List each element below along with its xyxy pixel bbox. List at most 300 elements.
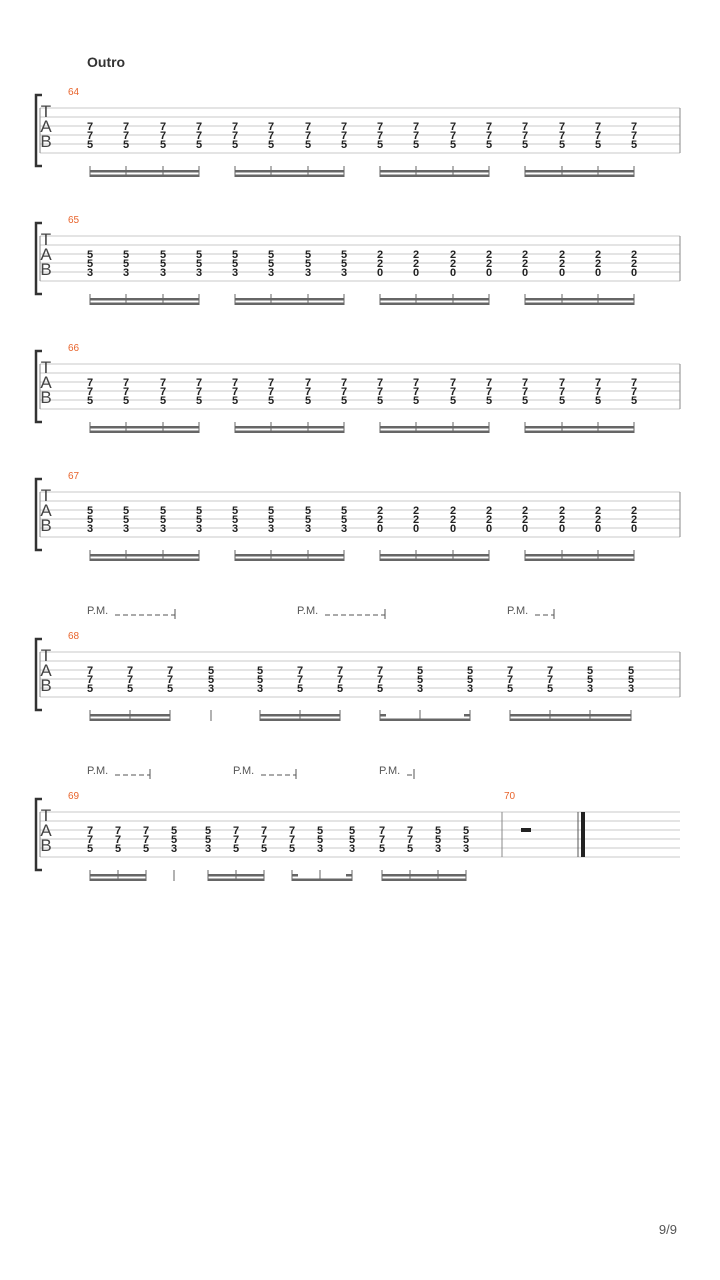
fret-number: 5 [256, 665, 264, 677]
fret-number: 5 [412, 395, 420, 407]
beam-primary [260, 719, 340, 722]
tab-clef-letter: T [40, 486, 52, 505]
fret-number: 5 [195, 139, 203, 151]
fret-number: 5 [296, 683, 304, 695]
fret-number: 2 [594, 249, 602, 261]
fret-number: 0 [630, 523, 638, 535]
fret-number: 7 [506, 665, 514, 677]
fret-number: 3 [267, 267, 275, 279]
fret-number: 5 [159, 249, 167, 261]
beam-secondary [90, 714, 170, 717]
beam-primary [208, 879, 264, 882]
measure-number: 69 [68, 791, 80, 802]
fret-number: 7 [376, 121, 384, 133]
fret-number: 7 [521, 130, 529, 142]
measure-number: 67 [68, 471, 80, 482]
beam-secondary [380, 170, 489, 173]
fret-number: 5 [627, 674, 635, 686]
fret-number: 5 [122, 505, 130, 517]
tab-clef-letter: A [40, 373, 52, 392]
measure-number: 64 [68, 87, 80, 98]
beam-secondary [90, 554, 199, 557]
fret-number: 3 [340, 267, 348, 279]
fret-number: 2 [594, 258, 602, 270]
fret-number: 7 [485, 386, 493, 398]
fret-number: 3 [122, 267, 130, 279]
fret-number: 3 [462, 843, 470, 855]
tab-clef-letter: T [40, 646, 52, 665]
fret-number: 7 [126, 674, 134, 686]
fret-number: 3 [170, 843, 178, 855]
fret-number: 5 [159, 139, 167, 151]
fret-number: 5 [316, 825, 324, 837]
fret-number: 5 [170, 825, 178, 837]
fret-number: 3 [122, 523, 130, 535]
fret-number: 5 [86, 395, 94, 407]
fret-number: 2 [521, 505, 529, 517]
fret-number: 5 [86, 514, 94, 526]
fret-number: 5 [340, 505, 348, 517]
fret-number: 5 [122, 514, 130, 526]
fret-number: 7 [267, 377, 275, 389]
measure-number: 65 [68, 215, 80, 226]
beam-primary [380, 303, 489, 306]
fret-number: 5 [86, 683, 94, 695]
fret-number: 7 [296, 665, 304, 677]
fret-number: 5 [521, 139, 529, 151]
fret-number: 2 [376, 505, 384, 517]
fret-number: 7 [630, 121, 638, 133]
fret-number: 7 [114, 834, 122, 846]
fret-number: 5 [466, 674, 474, 686]
fret-number: 2 [376, 249, 384, 261]
fret-number: 5 [231, 139, 239, 151]
fret-number: 7 [376, 386, 384, 398]
fret-number: 7 [376, 674, 384, 686]
beam-secondary [380, 554, 489, 557]
fret-number: 3 [159, 267, 167, 279]
palm-mute-label: P.M. [507, 605, 529, 617]
beam-secondary [382, 874, 466, 877]
fret-number: 5 [267, 505, 275, 517]
fret-number: 3 [416, 683, 424, 695]
fret-number: 5 [86, 139, 94, 151]
measure-number: 66 [68, 343, 80, 354]
beam-secondary [510, 714, 631, 717]
fret-number: 5 [340, 514, 348, 526]
fret-number: 5 [546, 683, 554, 695]
fret-number: 0 [558, 523, 566, 535]
beam-primary [380, 719, 470, 722]
fret-number: 5 [260, 843, 268, 855]
fret-number: 7 [340, 121, 348, 133]
fret-number: 5 [506, 683, 514, 695]
fret-number: 7 [267, 386, 275, 398]
fret-number: 7 [406, 825, 414, 837]
fret-number: 7 [304, 386, 312, 398]
fret-number: 7 [288, 834, 296, 846]
fret-number: 7 [86, 386, 94, 398]
fret-number: 2 [412, 249, 420, 261]
fret-number: 5 [558, 139, 566, 151]
fret-number: 5 [195, 258, 203, 270]
fret-number: 7 [376, 130, 384, 142]
beam-secondary [235, 426, 344, 429]
fret-number: 3 [267, 523, 275, 535]
fret-number: 2 [558, 258, 566, 270]
beam-primary [510, 719, 631, 722]
fret-number: 0 [521, 523, 529, 535]
fret-number: 5 [231, 514, 239, 526]
fret-number: 5 [340, 258, 348, 270]
fret-number: 2 [449, 514, 457, 526]
fret-number: 2 [485, 505, 493, 517]
fret-number: 5 [630, 139, 638, 151]
fret-number: 0 [558, 267, 566, 279]
beam-primary [90, 719, 170, 722]
beam-secondary [90, 170, 199, 173]
fret-number: 7 [546, 665, 554, 677]
fret-number: 7 [260, 834, 268, 846]
fret-number: 2 [521, 249, 529, 261]
fret-number: 7 [376, 377, 384, 389]
beam-secondary [90, 874, 146, 877]
fret-number: 5 [304, 395, 312, 407]
beam-primary [525, 431, 634, 434]
beam-secondary [235, 554, 344, 557]
fret-number: 7 [231, 386, 239, 398]
fret-number: 7 [86, 834, 94, 846]
fret-number: 7 [126, 665, 134, 677]
fret-number: 0 [521, 267, 529, 279]
beam-secondary [260, 714, 340, 717]
fret-number: 5 [340, 395, 348, 407]
fret-number: 2 [449, 258, 457, 270]
fret-number: 2 [449, 505, 457, 517]
fret-number: 7 [166, 665, 174, 677]
fret-number: 7 [376, 665, 384, 677]
fret-number: 2 [485, 249, 493, 261]
fret-number: 7 [288, 825, 296, 837]
tab-system [36, 765, 680, 881]
fret-number: 7 [506, 674, 514, 686]
fret-number: 5 [376, 139, 384, 151]
fret-number: 5 [340, 249, 348, 261]
fret-number: 5 [416, 674, 424, 686]
fret-number: 5 [406, 843, 414, 855]
fret-number: 2 [376, 514, 384, 526]
tab-clef-letter: A [40, 661, 52, 680]
fret-number: 5 [122, 395, 130, 407]
fret-number: 7 [449, 121, 457, 133]
fret-number: 5 [267, 514, 275, 526]
fret-number: 2 [521, 258, 529, 270]
fret-number: 5 [86, 258, 94, 270]
palm-mute-label: P.M. [87, 605, 109, 617]
fret-number: 2 [594, 505, 602, 517]
beam-primary [525, 303, 634, 306]
fret-number: 7 [142, 834, 150, 846]
beam-secondary [525, 426, 634, 429]
fret-number: 0 [449, 523, 457, 535]
fret-number: 5 [159, 505, 167, 517]
tab-clef-letter: T [40, 806, 52, 825]
fret-number: 5 [378, 843, 386, 855]
fret-number: 5 [204, 825, 212, 837]
fret-number: 7 [159, 121, 167, 133]
fret-number: 5 [122, 258, 130, 270]
fret-number: 5 [267, 249, 275, 261]
fret-number: 7 [304, 377, 312, 389]
fret-number: 7 [485, 121, 493, 133]
fret-number: 7 [122, 386, 130, 398]
fret-number: 2 [630, 514, 638, 526]
beam-secondary [90, 426, 199, 429]
fret-number: 0 [485, 267, 493, 279]
fret-number: 7 [304, 121, 312, 133]
fret-number: 7 [340, 130, 348, 142]
tab-clef-letter: B [40, 388, 52, 407]
beam-primary [90, 303, 199, 306]
fret-number: 5 [207, 674, 215, 686]
fret-number: 7 [195, 121, 203, 133]
fret-number: 7 [86, 377, 94, 389]
fret-number: 7 [378, 834, 386, 846]
fret-number: 7 [336, 674, 344, 686]
fret-number: 5 [207, 665, 215, 677]
fret-number: 7 [521, 121, 529, 133]
fret-number: 5 [304, 139, 312, 151]
half-rest-icon [521, 828, 531, 832]
fret-number: 7 [594, 121, 602, 133]
fret-number: 2 [558, 505, 566, 517]
fret-number: 7 [195, 130, 203, 142]
palm-mute-label: P.M. [233, 765, 255, 777]
tab-clef-letter: B [40, 676, 52, 695]
fret-number: 2 [412, 514, 420, 526]
beam-partial [292, 874, 298, 877]
fret-number: 5 [122, 139, 130, 151]
tab-clef-letter: A [40, 501, 52, 520]
fret-number: 5 [521, 395, 529, 407]
fret-number: 7 [114, 825, 122, 837]
beam-secondary [235, 298, 344, 301]
fret-number: 5 [159, 514, 167, 526]
beam-secondary [380, 426, 489, 429]
palm-mute-label: P.M. [297, 605, 319, 617]
tab-clef-letter: T [40, 102, 52, 121]
fret-number: 3 [586, 683, 594, 695]
fret-number: 5 [462, 834, 470, 846]
fret-number: 7 [412, 121, 420, 133]
fret-number: 5 [316, 834, 324, 846]
fret-number: 7 [449, 386, 457, 398]
fret-number: 7 [630, 130, 638, 142]
fret-number: 0 [376, 267, 384, 279]
fret-number: 0 [412, 267, 420, 279]
fret-number: 3 [466, 683, 474, 695]
tab-system [36, 605, 680, 721]
tab-clef-letter: T [40, 358, 52, 377]
fret-number: 7 [594, 130, 602, 142]
fret-number: 5 [627, 665, 635, 677]
beam-secondary [235, 170, 344, 173]
fret-number: 5 [267, 395, 275, 407]
fret-number: 5 [122, 249, 130, 261]
beam-secondary [525, 298, 634, 301]
fret-number: 5 [304, 514, 312, 526]
fret-number: 7 [546, 674, 554, 686]
fret-number: 2 [376, 258, 384, 270]
tab-system [36, 215, 680, 305]
fret-number: 5 [630, 395, 638, 407]
fret-number: 5 [204, 834, 212, 846]
fret-number: 5 [166, 683, 174, 695]
fret-number: 7 [594, 386, 602, 398]
fret-number: 2 [449, 249, 457, 261]
fret-number: 3 [204, 843, 212, 855]
fret-number: 5 [231, 249, 239, 261]
fret-number: 0 [485, 523, 493, 535]
tab-clef-letter: B [40, 132, 52, 151]
fret-number: 3 [340, 523, 348, 535]
fret-number: 5 [86, 843, 94, 855]
fret-number: 7 [195, 377, 203, 389]
fret-number: 7 [449, 377, 457, 389]
fret-number: 5 [376, 683, 384, 695]
fret-number: 3 [434, 843, 442, 855]
fret-number: 2 [558, 514, 566, 526]
fret-number: 3 [86, 523, 94, 535]
fret-number: 5 [231, 505, 239, 517]
fret-number: 2 [485, 514, 493, 526]
tab-clef-letter: T [40, 230, 52, 249]
tab-system [36, 87, 680, 177]
fret-number: 5 [267, 258, 275, 270]
fret-number: 3 [304, 523, 312, 535]
fret-number: 7 [412, 130, 420, 142]
fret-number: 7 [406, 834, 414, 846]
fret-number: 5 [449, 395, 457, 407]
beam-primary [292, 879, 352, 882]
fret-number: 7 [412, 386, 420, 398]
fret-number: 5 [434, 825, 442, 837]
palm-mute-label: P.M. [379, 765, 401, 777]
tab-system [36, 471, 680, 561]
beam-primary [525, 559, 634, 562]
beam-secondary [525, 170, 634, 173]
fret-number: 7 [86, 121, 94, 133]
fret-number: 0 [376, 523, 384, 535]
fret-number: 3 [316, 843, 324, 855]
beam-partial [464, 714, 470, 717]
palm-mute-label: P.M. [87, 765, 109, 777]
fret-number: 3 [231, 267, 239, 279]
fret-number: 7 [142, 825, 150, 837]
beam-primary [382, 879, 466, 882]
fret-number: 7 [296, 674, 304, 686]
fret-number: 2 [594, 514, 602, 526]
fret-number: 7 [122, 130, 130, 142]
fret-number: 5 [159, 258, 167, 270]
fret-number: 7 [485, 377, 493, 389]
fret-number: 3 [348, 843, 356, 855]
fret-number: 5 [288, 843, 296, 855]
fret-number: 5 [86, 505, 94, 517]
fret-number: 7 [340, 377, 348, 389]
fret-number: 5 [170, 834, 178, 846]
fret-number: 7 [521, 377, 529, 389]
fret-number: 2 [412, 505, 420, 517]
fret-number: 7 [558, 386, 566, 398]
beam-secondary [208, 874, 264, 877]
fret-number: 7 [558, 377, 566, 389]
tab-clef-letter: A [40, 245, 52, 264]
fret-number: 7 [122, 121, 130, 133]
fret-number: 5 [466, 665, 474, 677]
beam-primary [235, 303, 344, 306]
fret-number: 7 [336, 665, 344, 677]
fret-number: 5 [594, 395, 602, 407]
fret-number: 5 [231, 258, 239, 270]
beam-primary [380, 175, 489, 178]
fret-number: 5 [195, 505, 203, 517]
fret-number: 5 [231, 395, 239, 407]
beam-primary [380, 431, 489, 434]
fret-number: 3 [231, 523, 239, 535]
beam-primary [90, 879, 146, 882]
beam-primary [235, 559, 344, 562]
fret-number: 7 [630, 377, 638, 389]
fret-number: 5 [159, 395, 167, 407]
fret-number: 7 [260, 825, 268, 837]
fret-number: 7 [231, 377, 239, 389]
fret-number: 5 [412, 139, 420, 151]
fret-number: 7 [594, 377, 602, 389]
fret-number: 5 [195, 249, 203, 261]
measure-number: 68 [68, 631, 80, 642]
fret-number: 3 [195, 267, 203, 279]
fret-number: 5 [340, 139, 348, 151]
tab-clef-letter: A [40, 117, 52, 136]
fret-number: 0 [449, 267, 457, 279]
fret-number: 5 [348, 825, 356, 837]
fret-number: 3 [304, 267, 312, 279]
fret-number: 7 [558, 121, 566, 133]
fret-number: 7 [630, 386, 638, 398]
page-number: 9/9 [658, 1222, 677, 1237]
fret-number: 3 [256, 683, 264, 695]
beam-primary [525, 175, 634, 178]
beam-primary [235, 431, 344, 434]
tab-clef-letter: B [40, 260, 52, 279]
fret-number: 7 [86, 130, 94, 142]
fret-number: 3 [627, 683, 635, 695]
fret-number: 5 [485, 139, 493, 151]
fret-number: 7 [267, 121, 275, 133]
fret-number: 5 [462, 825, 470, 837]
beam-secondary [525, 554, 634, 557]
fret-number: 7 [558, 130, 566, 142]
fret-number: 5 [485, 395, 493, 407]
fret-number: 7 [521, 386, 529, 398]
fret-number: 5 [232, 843, 240, 855]
fret-number: 5 [434, 834, 442, 846]
fret-number: 7 [122, 377, 130, 389]
fret-number: 2 [630, 258, 638, 270]
fret-number: 5 [114, 843, 122, 855]
beam-primary [90, 559, 199, 562]
